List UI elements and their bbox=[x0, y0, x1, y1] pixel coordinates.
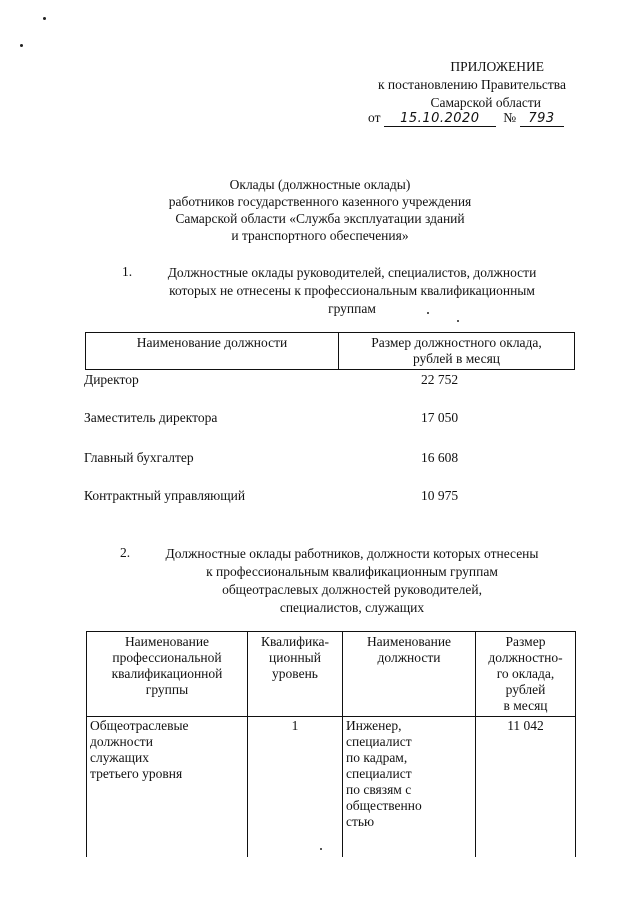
cell-line: должности bbox=[90, 734, 153, 749]
appendix-line-region: Самарской области bbox=[430, 95, 541, 110]
salary-value: 17 050 bbox=[421, 410, 459, 425]
document-title-line: работников государственного казенного учреждения bbox=[168, 194, 472, 209]
document-title-line: Самарской области «Служба эксплуатации зданий bbox=[175, 211, 465, 226]
section-2-table bbox=[86, 631, 576, 857]
cell-line: Инженер, bbox=[346, 718, 402, 733]
header-line: группы bbox=[145, 682, 189, 697]
cell-group bbox=[87, 717, 248, 858]
header-line: Квалифика- bbox=[260, 634, 330, 649]
resolution-date-line bbox=[368, 110, 564, 127]
position-name: Заместитель директора bbox=[84, 410, 218, 425]
section-2-heading-line: специалистов, служащих bbox=[279, 600, 425, 615]
position-name: Главный бухгалтер bbox=[84, 450, 194, 465]
header-salary-line: рублей в месяц bbox=[412, 351, 501, 366]
header-line: Наименование bbox=[366, 634, 452, 649]
section-1-table-header bbox=[85, 332, 575, 370]
date-prefix: от bbox=[368, 110, 381, 125]
section-2-number: 2. bbox=[120, 545, 131, 560]
header-group bbox=[87, 632, 248, 717]
cell-line: по кадрам, bbox=[346, 750, 408, 765]
document-title-line: Оклады (должностные оклады) bbox=[229, 177, 411, 192]
cell-line: третьего уровня bbox=[90, 766, 183, 781]
section-1-number: 1. bbox=[122, 264, 133, 279]
cell-line: общественно bbox=[346, 798, 422, 813]
cell-line: по связям с bbox=[346, 782, 412, 797]
header-line: в месяц bbox=[503, 698, 548, 713]
header-line: Размер bbox=[505, 634, 546, 649]
cell-line: специалист bbox=[346, 734, 412, 749]
header-salary-line: Размер должностного оклада, bbox=[371, 335, 542, 350]
document-title bbox=[120, 176, 520, 244]
section-1-heading-line: которых не отнесены к профессиональным квалификационным bbox=[169, 283, 535, 298]
cell-line: специалист bbox=[346, 766, 412, 781]
header-salary bbox=[339, 333, 575, 370]
header-line: го оклада, bbox=[496, 666, 555, 681]
cell-line: Общеотраслевые bbox=[90, 718, 189, 733]
resolution-number: 793 bbox=[520, 112, 564, 127]
header-line: Наименование bbox=[124, 634, 210, 649]
appendix-line-resolution: к постановлению Правительства bbox=[377, 77, 566, 92]
section-1-heading bbox=[140, 264, 564, 318]
header-line: уровень bbox=[272, 666, 318, 681]
section-2-heading bbox=[140, 545, 564, 617]
appendix-header bbox=[0, 58, 566, 112]
header-line: рублей bbox=[505, 682, 546, 697]
appendix-title: ПРИЛОЖЕНИЕ bbox=[450, 59, 544, 74]
cell-level: 1 bbox=[248, 717, 343, 858]
scan-speck bbox=[20, 44, 23, 47]
section-2-heading-line: общеотраслевых должностей руководителей, bbox=[222, 582, 482, 597]
cell-line: стью bbox=[346, 814, 375, 829]
header-line: квалификационной bbox=[111, 666, 223, 681]
section-1-heading-line: группам bbox=[328, 301, 376, 316]
position-name: Директор bbox=[84, 372, 139, 387]
cell-position bbox=[343, 717, 476, 858]
resolution-date: 15.10.2020 bbox=[384, 112, 496, 127]
header-line: профессиональной bbox=[112, 650, 222, 665]
table-row bbox=[87, 717, 576, 858]
header-level bbox=[248, 632, 343, 717]
position-name: Контрактный управляющий bbox=[84, 488, 246, 503]
document-title-line: и транспортного обеспечения» bbox=[231, 228, 409, 243]
header-position: Наименование должности bbox=[86, 333, 339, 370]
header-position bbox=[343, 632, 476, 717]
header-salary bbox=[476, 632, 576, 717]
section-1-heading-line: Должностные оклады руководителей, специалистов, должности bbox=[167, 265, 537, 280]
section-2-heading-line: Должностные оклады работников, должности которых отнесены bbox=[165, 546, 539, 561]
number-prefix: № bbox=[503, 110, 517, 125]
section-2-heading-line: к профессиональным квалификационным группам bbox=[206, 564, 498, 579]
salary-value: 10 975 bbox=[421, 488, 459, 503]
salary-value: 22 752 bbox=[421, 372, 459, 387]
header-line: ционный bbox=[269, 650, 321, 665]
cell-line: служащих bbox=[90, 750, 149, 765]
header-line: должности bbox=[377, 650, 441, 665]
scan-speck bbox=[43, 17, 46, 20]
scan-speck bbox=[457, 320, 459, 322]
header-line: должностно- bbox=[488, 650, 563, 665]
table-header-row bbox=[87, 632, 576, 717]
cell-salary: 11 042 bbox=[476, 717, 576, 858]
salary-value: 16 608 bbox=[421, 450, 459, 465]
